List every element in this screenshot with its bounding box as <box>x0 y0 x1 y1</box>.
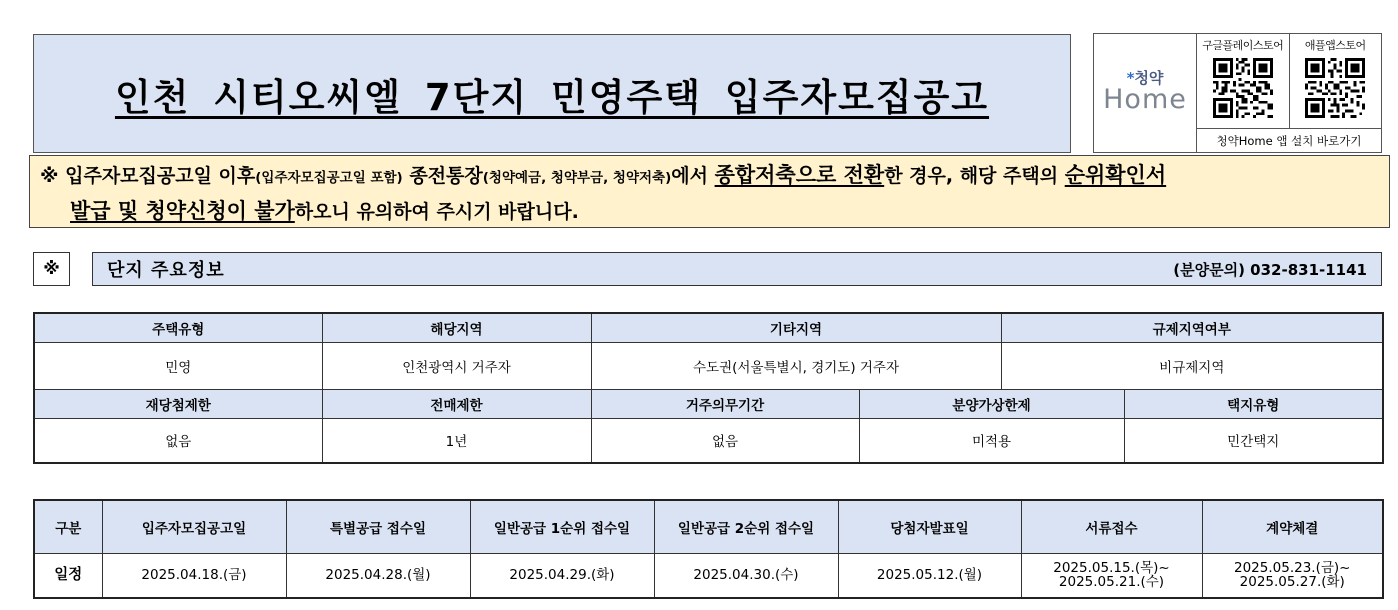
table-cell: 없음 <box>34 418 322 463</box>
table-cell: 1년 <box>322 418 591 463</box>
table-header: 구분 <box>34 500 102 553</box>
section-header <box>92 252 1382 286</box>
table-cell: 수도권(서울특별시, 경기도) 거주자 <box>591 342 1001 389</box>
table-cell: 비규제지역 <box>1001 342 1383 389</box>
table-cell: 민영 <box>34 342 322 389</box>
table-header: 분양가상한제 <box>859 389 1124 418</box>
schedule-table <box>33 499 1384 599</box>
star-icon: * <box>1126 69 1135 88</box>
table-cell: 없음 <box>591 418 859 463</box>
google-play-label: 구글플레이스토어 <box>1202 39 1284 52</box>
cheongyak-home-logo <box>1094 34 1197 152</box>
apple-store-qr-cell[interactable] <box>1289 34 1382 128</box>
section-mark: ※ <box>33 252 70 286</box>
sales-contact: (분양문의) 032-831-1141 <box>1173 260 1367 279</box>
logo-top-text: 청약 <box>1134 69 1164 88</box>
table-header: 일반공급 1순위 접수일 <box>470 500 654 553</box>
table-header: 해당지역 <box>322 313 591 342</box>
notice-highlight-unavailable: 발급 및 청약신청이 불가 <box>70 199 295 223</box>
notice-box: ※ 입주자모집공고일 이후(입주자모집공고일 포함) 종전통장(청약예금, 청약부금, 청약저축)에서 종합저축으로 전환한 경우, 해당 주택의 순위확인서 발급 및 청약신청이 불가하오니 유의하여 주시기 바랍니다. <box>29 155 1390 228</box>
section-title: 단지 주요정보 <box>107 260 225 281</box>
notice-highlight-conversion: 종합저축으로 전환 <box>714 163 885 187</box>
document-submission-cell: 2025.05.15.(목)~ 2025.05.21.(수) <box>1021 553 1202 598</box>
table-cell: 2025.04.28.(월) <box>286 553 470 598</box>
table-cell: 미적용 <box>859 418 1124 463</box>
complex-info-table <box>33 312 1384 464</box>
table-cell: 민간택지 <box>1124 418 1383 463</box>
table-header: 입주자모집공고일 <box>102 500 286 553</box>
table-header: 전매제한 <box>322 389 591 418</box>
table-header: 당첨자발표일 <box>838 500 1021 553</box>
notice-mark: ※ <box>40 165 59 187</box>
table-header: 서류접수 <box>1021 500 1202 553</box>
table-header: 계약체결 <box>1202 500 1383 553</box>
table-header: 택지유형 <box>1124 389 1383 418</box>
schedule-row-label: 일정 <box>34 553 102 598</box>
title-banner <box>33 34 1071 153</box>
apple-store-label: 애플앱스토어 <box>1304 39 1366 52</box>
table-cell: 2025.04.30.(수) <box>654 553 838 598</box>
qr-code-icon[interactable] <box>1305 58 1365 118</box>
app-install-box <box>1093 33 1382 153</box>
table-cell: 2025.05.12.(월) <box>838 553 1021 598</box>
table-header: 거주의무기간 <box>591 389 859 418</box>
table-header: 기타지역 <box>591 313 1001 342</box>
table-header: 규제지역여부 <box>1001 313 1383 342</box>
table-cell: 2025.04.18.(금) <box>102 553 286 598</box>
table-header: 재당첨제한 <box>34 389 322 418</box>
app-install-link[interactable]: 청약Home 앱 설치 바로가기 <box>1216 133 1362 148</box>
table-header: 특별공급 접수일 <box>286 500 470 553</box>
table-header: 일반공급 2순위 접수일 <box>654 500 838 553</box>
table-cell: 인천광역시 거주자 <box>322 342 591 389</box>
page-title: 인천 시티오씨엘 7단지 민영주택 입주자모집공고 <box>114 75 990 119</box>
contract-cell: 2025.05.23.(금)~ 2025.05.27.(화) <box>1202 553 1383 598</box>
notice-highlight-rank: 순위확인서 <box>1064 163 1167 187</box>
table-header: 주택유형 <box>34 313 322 342</box>
table-cell: 2025.04.29.(화) <box>470 553 654 598</box>
logo-bottom-text: Home <box>1103 84 1187 116</box>
google-play-qr-cell[interactable] <box>1197 34 1289 128</box>
qr-code-icon[interactable] <box>1213 58 1273 118</box>
